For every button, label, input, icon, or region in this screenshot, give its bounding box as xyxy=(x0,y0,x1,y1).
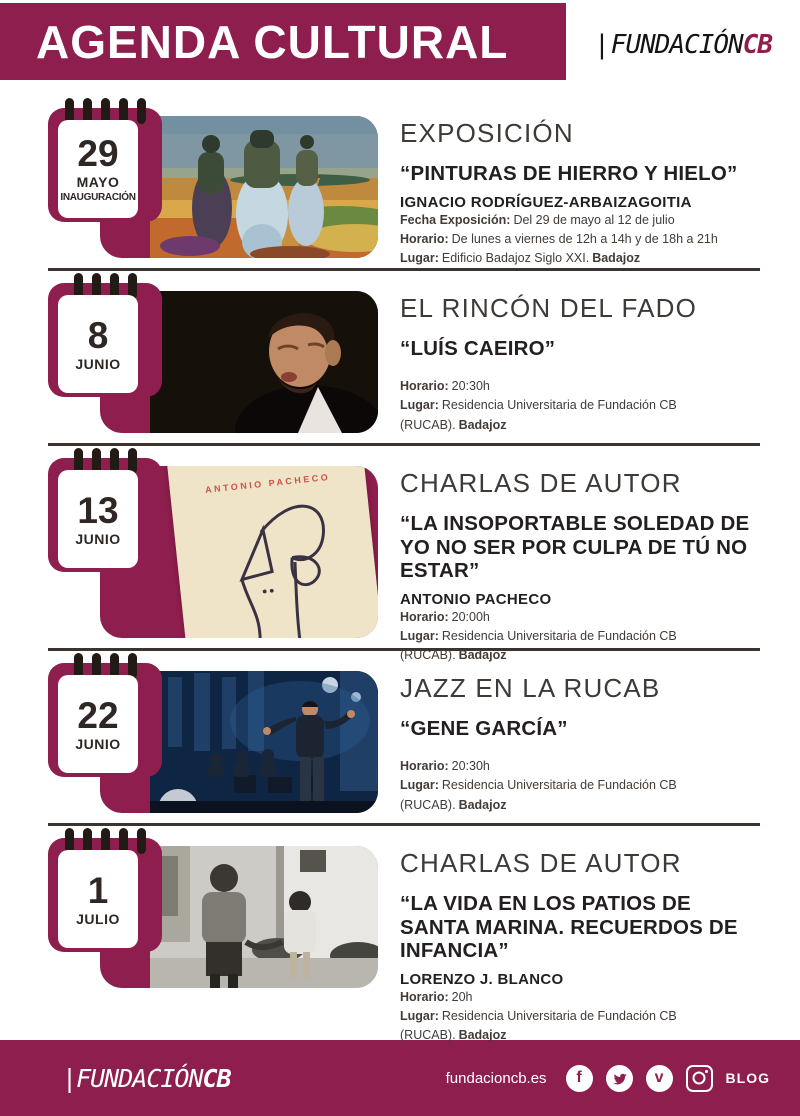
detail-text: 20:30h xyxy=(451,378,490,393)
events-list xyxy=(0,84,800,1043)
detail-horario xyxy=(400,230,762,249)
event-category: CHARLAS DE AUTOR xyxy=(400,468,682,498)
binder-ring xyxy=(137,828,146,854)
detail-fecha xyxy=(400,211,762,230)
logo-name: FUNDACIÓN xyxy=(610,30,743,60)
book-cover-paper xyxy=(167,466,378,638)
binder-ring xyxy=(137,98,146,124)
detail-text: Edificio Badajoz Siglo XXI. xyxy=(441,251,590,266)
calendar-date xyxy=(58,120,138,218)
page-title: AGENDA CULTURAL xyxy=(36,15,509,68)
detail-label: Horario: xyxy=(400,609,449,624)
event-title: “LUÍS CAEIRO” xyxy=(400,337,556,360)
event-info xyxy=(400,118,762,266)
detail-label: Horario: xyxy=(400,378,449,393)
event-row-exposicion xyxy=(0,96,800,268)
detail-horario xyxy=(400,757,762,776)
twitter-icon[interactable] xyxy=(606,1065,633,1092)
calendar-day: 1 xyxy=(87,869,109,911)
calendar-date xyxy=(58,675,138,773)
website-link[interactable]: fundacioncb.es xyxy=(445,1069,547,1087)
event-image-fado-singer xyxy=(150,291,378,433)
event-details xyxy=(400,757,762,815)
event-row-charla-blanco xyxy=(0,826,800,1043)
instagram-icon[interactable] xyxy=(686,1065,713,1092)
detail-horario xyxy=(400,608,762,627)
detail-text: Residencia Universitaria de Fundación CB (RUCAB). xyxy=(400,1009,677,1043)
calendar-day: 8 xyxy=(87,314,109,356)
detail-bold-suffix: Badajoz xyxy=(458,797,507,812)
calendar-month: MAYO xyxy=(76,174,120,190)
vimeo-icon[interactable]: v xyxy=(646,1065,673,1092)
children-photo-illustration xyxy=(150,846,378,988)
detail-text: 20h xyxy=(451,989,473,1004)
event-image-painting xyxy=(150,116,378,258)
calendar-date xyxy=(58,850,138,948)
event-row-jazz xyxy=(0,651,800,823)
book-cover-text: ANTONIO PACHECO xyxy=(204,471,331,495)
detail-label: Lugar: xyxy=(400,1009,439,1024)
detail-lugar xyxy=(400,249,762,268)
event-author: ANTONIO PACHECO xyxy=(400,590,552,608)
calendar-day: 13 xyxy=(77,489,119,531)
event-info xyxy=(400,673,762,815)
footer-fundacion-cb-logo xyxy=(62,1064,231,1093)
detail-text: Del 29 de mayo al 12 de julio xyxy=(513,212,675,227)
blog-link[interactable]: BLOG xyxy=(725,1070,770,1086)
event-author: LORENZO J. BLANCO xyxy=(400,970,564,988)
event-details xyxy=(400,988,762,1046)
detail-text: Residencia Universitaria de Fundación CB (RUCAB). xyxy=(400,629,677,663)
facebook-icon[interactable]: f xyxy=(566,1065,593,1092)
detail-text: Residencia Universitaria de Fundación CB (RUCAB). xyxy=(400,398,677,432)
event-category: EL RINCÓN DEL FADO xyxy=(400,293,698,323)
detail-bold-suffix: Badajoz xyxy=(458,1028,507,1043)
detail-label: Fecha Exposición: xyxy=(400,212,511,227)
event-details xyxy=(400,377,762,435)
twitter-bird xyxy=(612,1071,627,1086)
logo-bar: | xyxy=(594,30,609,60)
event-info xyxy=(400,293,762,435)
detail-bold-suffix: Badajoz xyxy=(458,417,507,432)
calendar-date xyxy=(58,295,138,393)
detail-label: Horario: xyxy=(400,231,449,246)
detail-text: 20:00h xyxy=(451,609,490,624)
jazz-stage-illustration xyxy=(150,671,378,813)
calendar-month: JUNIO xyxy=(75,735,121,752)
event-info xyxy=(400,848,762,1043)
detail-label: Horario: xyxy=(400,989,449,1004)
detail-label: Horario: xyxy=(400,758,449,773)
detail-bold-suffix: Badajoz xyxy=(592,251,641,266)
footer xyxy=(0,1040,800,1116)
detail-label: Lugar: xyxy=(400,778,439,793)
event-row-charla-pacheco xyxy=(0,446,800,663)
event-category: JAZZ EN LA RUCAB xyxy=(400,673,661,703)
event-title: “LA VIDA EN LOS PATIOS DE SANTA MARINA. RECUERDOS DE INFANCIA” xyxy=(400,892,738,963)
fado-singer-illustration xyxy=(150,291,378,433)
detail-label: Lugar: xyxy=(400,398,439,413)
footer-links xyxy=(446,1065,770,1092)
logo-suffix: CB xyxy=(202,1063,231,1093)
calendar-month: JULIO xyxy=(76,910,120,927)
detail-lugar xyxy=(400,1007,762,1046)
detail-text: 20:30h xyxy=(451,758,490,773)
calendar-day: 22 xyxy=(77,694,119,736)
event-title: “PINTURAS DE HIERRO Y HIELO” xyxy=(400,162,738,185)
calendar-note: INAUGURACIÓN xyxy=(60,192,136,203)
detail-label: Lugar: xyxy=(400,629,439,644)
detail-lugar xyxy=(400,396,762,435)
event-title: “LA INSOPORTABLE SOLEDAD DE YO NO SER POR CULPA DE TÚ NO ESTAR” xyxy=(400,512,750,583)
event-row-fado xyxy=(0,271,800,443)
detail-lugar xyxy=(400,776,762,815)
header xyxy=(0,0,800,84)
event-image-children-photo xyxy=(150,846,378,988)
calendar-month: JUNIO xyxy=(75,530,121,547)
detail-label: Lugar: xyxy=(400,251,439,266)
detail-horario xyxy=(400,377,762,396)
event-author: IGNACIO RODRÍGUEZ-ARBAIZAGOITIA xyxy=(400,193,692,211)
detail-text: Residencia Universitaria de Fundación CB (RUCAB). xyxy=(400,778,677,812)
event-image-jazz-stage xyxy=(150,671,378,813)
calendar-date xyxy=(58,470,138,568)
painting-illustration xyxy=(150,116,378,258)
event-category: EXPOSICIÓN xyxy=(400,118,574,148)
calendar-month: JUNIO xyxy=(75,355,121,372)
detail-bold-suffix: Badajoz xyxy=(458,648,507,663)
logo-bar: | xyxy=(62,1063,77,1093)
header-band xyxy=(0,3,566,80)
event-category: CHARLAS DE AUTOR xyxy=(400,848,682,878)
event-image-book-cover xyxy=(150,466,378,638)
event-info xyxy=(400,468,762,663)
calendar-day: 29 xyxy=(77,133,119,174)
detail-horario xyxy=(400,988,762,1007)
sketch-drawing xyxy=(171,478,378,638)
detail-text: De lunes a viernes de 12h a 14h y de 18h a 21h xyxy=(451,231,718,246)
event-details xyxy=(400,211,762,269)
event-title: “GENE GARCÍA” xyxy=(400,717,568,740)
logo-name: FUNDACIÓN xyxy=(76,1063,203,1093)
logo-suffix: CB xyxy=(742,30,772,60)
fundacion-cb-logo xyxy=(594,30,772,60)
